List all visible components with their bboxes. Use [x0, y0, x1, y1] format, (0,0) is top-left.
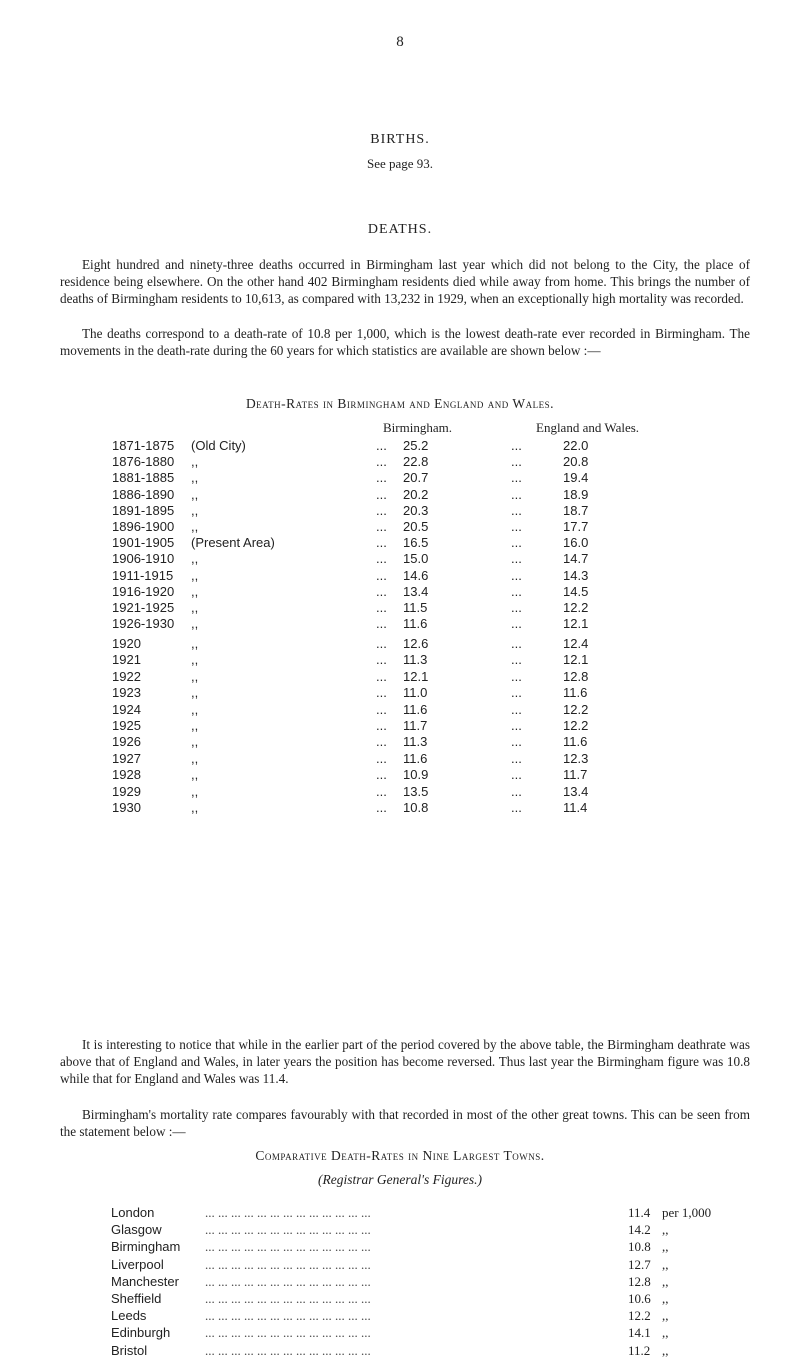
- death-rates-table-title: Death-Rates in Birmingham and England and Wales.: [245, 396, 555, 411]
- dot-leader: ...: [376, 535, 387, 551]
- birmingham-rate-cell: 20.3: [403, 502, 429, 518]
- unit-cell: ,,: [662, 1273, 669, 1289]
- deaths-paragraph-2: The deaths correspond to a death-rate of 10.8 per 1,000, which is the lowest death-rate ever recorded in Birmingham. The movements in the death-rate during the 60 years for which statistics are available are shown below :—: [60, 326, 750, 358]
- period-cell: 1881-1885: [112, 470, 175, 486]
- dot-leader: ...: [511, 668, 522, 684]
- birmingham-rate-cell: 12.6: [403, 636, 429, 651]
- town-cell: Birmingham: [111, 1239, 181, 1255]
- england-rate-cell: 14.7: [563, 551, 589, 567]
- england-rate-cell: 12.2: [563, 600, 589, 615]
- dot-leader: ... ... ... ... ... ... ... ... ... ... ... ... ...: [205, 1325, 371, 1341]
- table-row: [0, 1343, 800, 1360]
- rate-cell: 12.2: [628, 1308, 651, 1324]
- dot-leader: ... ... ... ... ... ... ... ... ... ... ... ... ...: [205, 1273, 371, 1289]
- table-row: [0, 487, 800, 503]
- town-cell: Glasgow: [111, 1222, 162, 1238]
- period-cell: 1906-1910: [112, 551, 175, 567]
- dot-leader: ...: [511, 486, 522, 502]
- dot-leader: ... ... ... ... ... ... ... ... ... ... ... ... ...: [205, 1291, 371, 1306]
- table-row: [0, 734, 800, 750]
- town-cell: Sheffield: [111, 1291, 162, 1306]
- period-cell: 1920: [112, 636, 141, 651]
- table-row: [0, 470, 800, 486]
- dot-leader: ...: [511, 583, 522, 599]
- period-cell: 1926-1930: [112, 616, 175, 632]
- dot-leader: ...: [511, 783, 522, 799]
- area-cell: ,,: [191, 701, 199, 717]
- england-rate-cell: 11.6: [563, 734, 588, 750]
- dot-leader: ... ... ... ... ... ... ... ... ... ... ... ... ...: [205, 1222, 371, 1238]
- dot-leader: ...: [511, 567, 522, 583]
- england-rate-cell: 17.7: [563, 519, 589, 534]
- england-rate-cell: 11.7: [563, 767, 588, 783]
- unit-cell: per 1,000: [662, 1205, 712, 1220]
- area-cell: ,,: [191, 767, 199, 783]
- table-row: [0, 568, 800, 584]
- table-row: [0, 1274, 800, 1291]
- town-cell: Bristol: [111, 1342, 148, 1358]
- area-cell: ,,: [191, 519, 199, 534]
- town-cell: Liverpool: [111, 1256, 164, 1272]
- dot-leader: ...: [376, 583, 387, 599]
- town-cell: Manchester: [111, 1273, 179, 1289]
- dot-leader: ... ... ... ... ... ... ... ... ... ... ... ... ...: [205, 1239, 371, 1255]
- birmingham-rate-cell: 11.5: [403, 600, 428, 615]
- dot-leader: ...: [511, 636, 522, 651]
- period-cell: 1921-1925: [112, 600, 175, 615]
- comparative-table-subtitle: (Registrar General's Figures.): [318, 1172, 482, 1187]
- area-cell: (Old City): [191, 438, 246, 453]
- rate-cell: 14.2: [628, 1222, 651, 1238]
- period-cell: 1891-1895: [112, 502, 175, 518]
- table-row: [0, 1308, 800, 1325]
- dot-leader: ... ... ... ... ... ... ... ... ... ... ... ... ...: [205, 1342, 371, 1358]
- rate-cell: 11.2: [628, 1342, 651, 1358]
- area-cell: ,,: [191, 502, 199, 518]
- dot-leader: ...: [376, 783, 387, 799]
- england-rate-cell: 11.4: [563, 800, 588, 815]
- birmingham-rate-cell: 22.8: [403, 454, 429, 470]
- period-cell: 1927: [112, 750, 141, 766]
- unit-cell: ,,: [662, 1342, 669, 1358]
- dot-leader: ...: [376, 519, 387, 534]
- table-row: [0, 636, 800, 652]
- table-row: [0, 1205, 800, 1222]
- table-row: [0, 685, 800, 701]
- dot-leader: ...: [511, 470, 522, 486]
- rate-cell: 12.8: [628, 1273, 651, 1289]
- unit-cell: ,,: [662, 1291, 669, 1306]
- dot-leader: ...: [511, 685, 522, 701]
- birmingham-rate-cell: 10.9: [403, 767, 429, 783]
- area-cell: ,,: [191, 470, 199, 486]
- dot-leader: ...: [376, 767, 387, 783]
- period-cell: 1925: [112, 718, 141, 733]
- period-cell: 1921: [112, 652, 141, 668]
- period-cell: 1911-1915: [112, 567, 174, 583]
- dot-leader: ...: [376, 438, 387, 453]
- table-row: [0, 800, 800, 816]
- rate-cell: 14.1: [628, 1325, 651, 1341]
- rate-cell: 12.7: [628, 1256, 651, 1272]
- england-rate-cell: 12.4: [563, 636, 589, 651]
- birmingham-rate-cell: 11.6: [403, 701, 428, 717]
- dot-leader: ...: [376, 685, 387, 701]
- table-row: [0, 535, 800, 551]
- dot-leader: ...: [511, 535, 522, 551]
- table-row: [0, 519, 800, 535]
- dot-leader: ... ... ... ... ... ... ... ... ... ... ... ... ...: [205, 1256, 371, 1272]
- table-row: [0, 503, 800, 519]
- england-rate-cell: 20.8: [563, 454, 589, 470]
- area-cell: ,,: [191, 652, 199, 668]
- table-row: [0, 652, 800, 668]
- birmingham-rate-cell: 11.6: [403, 750, 428, 766]
- period-cell: 1871-1875: [112, 438, 175, 453]
- unit-cell: ,,: [662, 1256, 669, 1272]
- dot-leader: ...: [511, 600, 522, 615]
- birmingham-rate-cell: 11.0: [403, 685, 428, 701]
- rate-cell: 11.4: [628, 1205, 651, 1220]
- birmingham-rate-cell: 12.1: [403, 668, 429, 684]
- unit-cell: ,,: [662, 1308, 669, 1324]
- table-row: [0, 767, 800, 783]
- dot-leader: ...: [511, 502, 522, 518]
- area-cell: ,,: [191, 600, 199, 615]
- period-cell: 1916-1920: [112, 583, 175, 599]
- england-rate-cell: 12.1: [563, 616, 589, 632]
- birmingham-rate-cell: 16.5: [403, 535, 429, 551]
- england-rate-cell: 14.3: [563, 567, 589, 583]
- birmingham-rate-cell: 25.2: [403, 438, 429, 453]
- rate-cell: 10.8: [628, 1239, 651, 1255]
- period-cell: 1923: [112, 685, 141, 701]
- unit-cell: ,,: [662, 1239, 669, 1255]
- table-row: [0, 669, 800, 685]
- table-row: [0, 1239, 800, 1256]
- england-rate-cell: 12.8: [563, 668, 589, 684]
- dot-leader: ...: [511, 454, 522, 470]
- town-cell: London: [111, 1205, 155, 1220]
- period-cell: 1876-1880: [112, 454, 175, 470]
- birmingham-rate-cell: 11.3: [403, 734, 428, 750]
- dot-leader: ...: [511, 551, 522, 567]
- dot-leader: ...: [376, 551, 387, 567]
- deaths-paragraph-1: Eight hundred and ninety-three deaths occurred in Birmingham last year which did not belong to the City, the place of residence being elsewhere. On the other hand 402 Birmingham residents died while away from home. This brings the number of deaths of Birmingham residents to 10,613, as compared with 13,232 in 1929, when an exceptionally high mortality was recorded.: [60, 257, 750, 306]
- birmingham-rate-cell: 11.3: [403, 652, 428, 668]
- dot-leader: ...: [511, 519, 522, 534]
- area-cell: ,,: [191, 551, 199, 567]
- england-rate-cell: 14.5: [563, 583, 589, 599]
- period-cell: 1896-1900: [112, 519, 175, 534]
- dot-leader: ...: [376, 470, 387, 486]
- rate-cell: 10.6: [628, 1291, 651, 1306]
- dot-leader: ...: [376, 800, 387, 815]
- birmingham-rate-cell: 15.0: [403, 551, 429, 567]
- area-cell: ,,: [191, 668, 199, 684]
- table-row: [0, 1222, 800, 1239]
- area-cell: ,,: [191, 783, 199, 799]
- page-number: 8: [396, 34, 404, 50]
- dot-leader: ... ... ... ... ... ... ... ... ... ... ... ... ...: [205, 1205, 371, 1220]
- table-row: [0, 751, 800, 767]
- dot-leader: ...: [511, 767, 522, 783]
- column-header-england-wales: England and Wales.: [536, 420, 640, 435]
- dot-leader: ...: [511, 718, 522, 733]
- column-header-birmingham: Birmingham.: [383, 420, 452, 435]
- area-cell: ,,: [191, 567, 199, 583]
- period-cell: 1924: [112, 701, 141, 717]
- birmingham-rate-cell: 13.5: [403, 783, 429, 799]
- area-cell: ,,: [191, 616, 199, 632]
- england-rate-cell: 12.2: [563, 701, 589, 717]
- period-cell: 1901-1905: [112, 535, 175, 551]
- dot-leader: ...: [511, 750, 522, 766]
- dot-leader: ...: [511, 616, 522, 632]
- deaths-heading: DEATHS.: [367, 222, 433, 237]
- paragraph-4: Birmingham's mortality rate compares favourably with that recorded in most of the other great towns. This can be seen from the statement below :—: [60, 1107, 750, 1139]
- paragraph-3: It is interesting to notice that while in the earlier part of the period covered by the above table, the Birmingham deathrate was above that of England and Wales, in later years the position has become reversed. Thus last year the Birmingham figure was 10.8 while that for England and Wales was 11.4.: [60, 1037, 750, 1086]
- table-row: [0, 438, 800, 454]
- area-cell: ,,: [191, 636, 199, 651]
- england-rate-cell: 12.3: [563, 750, 589, 766]
- england-rate-cell: 22.0: [563, 438, 589, 453]
- dot-leader: ...: [511, 438, 522, 453]
- dot-leader: ...: [376, 616, 387, 632]
- period-cell: 1928: [112, 767, 141, 783]
- dot-leader: ...: [376, 636, 387, 651]
- period-cell: 1926: [112, 734, 141, 750]
- area-cell: (Present Area): [191, 535, 275, 551]
- table-row: [0, 616, 800, 632]
- england-rate-cell: 13.4: [563, 783, 589, 799]
- period-cell: 1929: [112, 783, 141, 799]
- town-cell: Leeds: [111, 1308, 147, 1324]
- table-row: [0, 1257, 800, 1274]
- table-row: [0, 551, 800, 567]
- births-heading: BIRTHS.: [370, 132, 430, 147]
- dot-leader: ...: [376, 454, 387, 470]
- unit-cell: ,,: [662, 1222, 669, 1238]
- dot-leader: ...: [376, 600, 387, 615]
- period-cell: 1886-1890: [112, 486, 175, 502]
- dot-leader: ...: [376, 734, 387, 750]
- birmingham-rate-cell: 20.7: [403, 470, 429, 486]
- england-rate-cell: 11.6: [563, 685, 588, 701]
- town-cell: Edinburgh: [111, 1325, 171, 1341]
- dot-leader: ...: [511, 701, 522, 717]
- dot-leader: ...: [376, 486, 387, 502]
- dot-leader: ... ... ... ... ... ... ... ... ... ... ... ... ...: [205, 1308, 371, 1324]
- birmingham-rate-cell: 20.5: [403, 519, 429, 534]
- dot-leader: ...: [511, 652, 522, 668]
- births-see-page: See page 93.: [366, 156, 434, 171]
- england-rate-cell: 12.2: [563, 718, 589, 733]
- birmingham-rate-cell: 11.6: [403, 616, 428, 632]
- england-rate-cell: 18.9: [563, 486, 589, 502]
- dot-leader: ...: [376, 701, 387, 717]
- table-row: [0, 702, 800, 718]
- comparative-table-title: Comparative Death-Rates in Nine Largest Towns.: [255, 1148, 545, 1163]
- dot-leader: ...: [376, 502, 387, 518]
- england-rate-cell: 18.7: [563, 502, 589, 518]
- england-rate-cell: 16.0: [563, 535, 589, 551]
- table-row: [0, 584, 800, 600]
- area-cell: ,,: [191, 685, 199, 701]
- area-cell: ,,: [191, 800, 199, 815]
- unit-cell: ,,: [662, 1325, 669, 1341]
- area-cell: ,,: [191, 486, 199, 502]
- dot-leader: ...: [376, 750, 387, 766]
- birmingham-rate-cell: 20.2: [403, 486, 429, 502]
- table-row: [0, 600, 800, 616]
- england-rate-cell: 19.4: [563, 470, 589, 486]
- period-cell: 1930: [112, 800, 141, 815]
- area-cell: ,,: [191, 734, 199, 750]
- area-cell: ,,: [191, 718, 199, 733]
- england-rate-cell: 12.1: [563, 652, 589, 668]
- dot-leader: ...: [376, 652, 387, 668]
- area-cell: ,,: [191, 583, 199, 599]
- dot-leader: ...: [511, 734, 522, 750]
- birmingham-rate-cell: 14.6: [403, 567, 429, 583]
- dot-leader: ...: [376, 668, 387, 684]
- dot-leader: ...: [376, 718, 387, 733]
- period-cell: 1922: [112, 668, 141, 684]
- table-row: [0, 454, 800, 470]
- area-cell: ,,: [191, 750, 199, 766]
- dot-leader: ...: [511, 800, 522, 815]
- area-cell: ,,: [191, 454, 199, 470]
- table-row: [0, 784, 800, 800]
- table-row: [0, 1325, 800, 1342]
- dot-leader: ...: [376, 567, 387, 583]
- birmingham-rate-cell: 11.7: [403, 718, 428, 733]
- table-row: [0, 1291, 800, 1308]
- table-row: [0, 718, 800, 734]
- birmingham-rate-cell: 10.8: [403, 800, 429, 815]
- birmingham-rate-cell: 13.4: [403, 583, 429, 599]
